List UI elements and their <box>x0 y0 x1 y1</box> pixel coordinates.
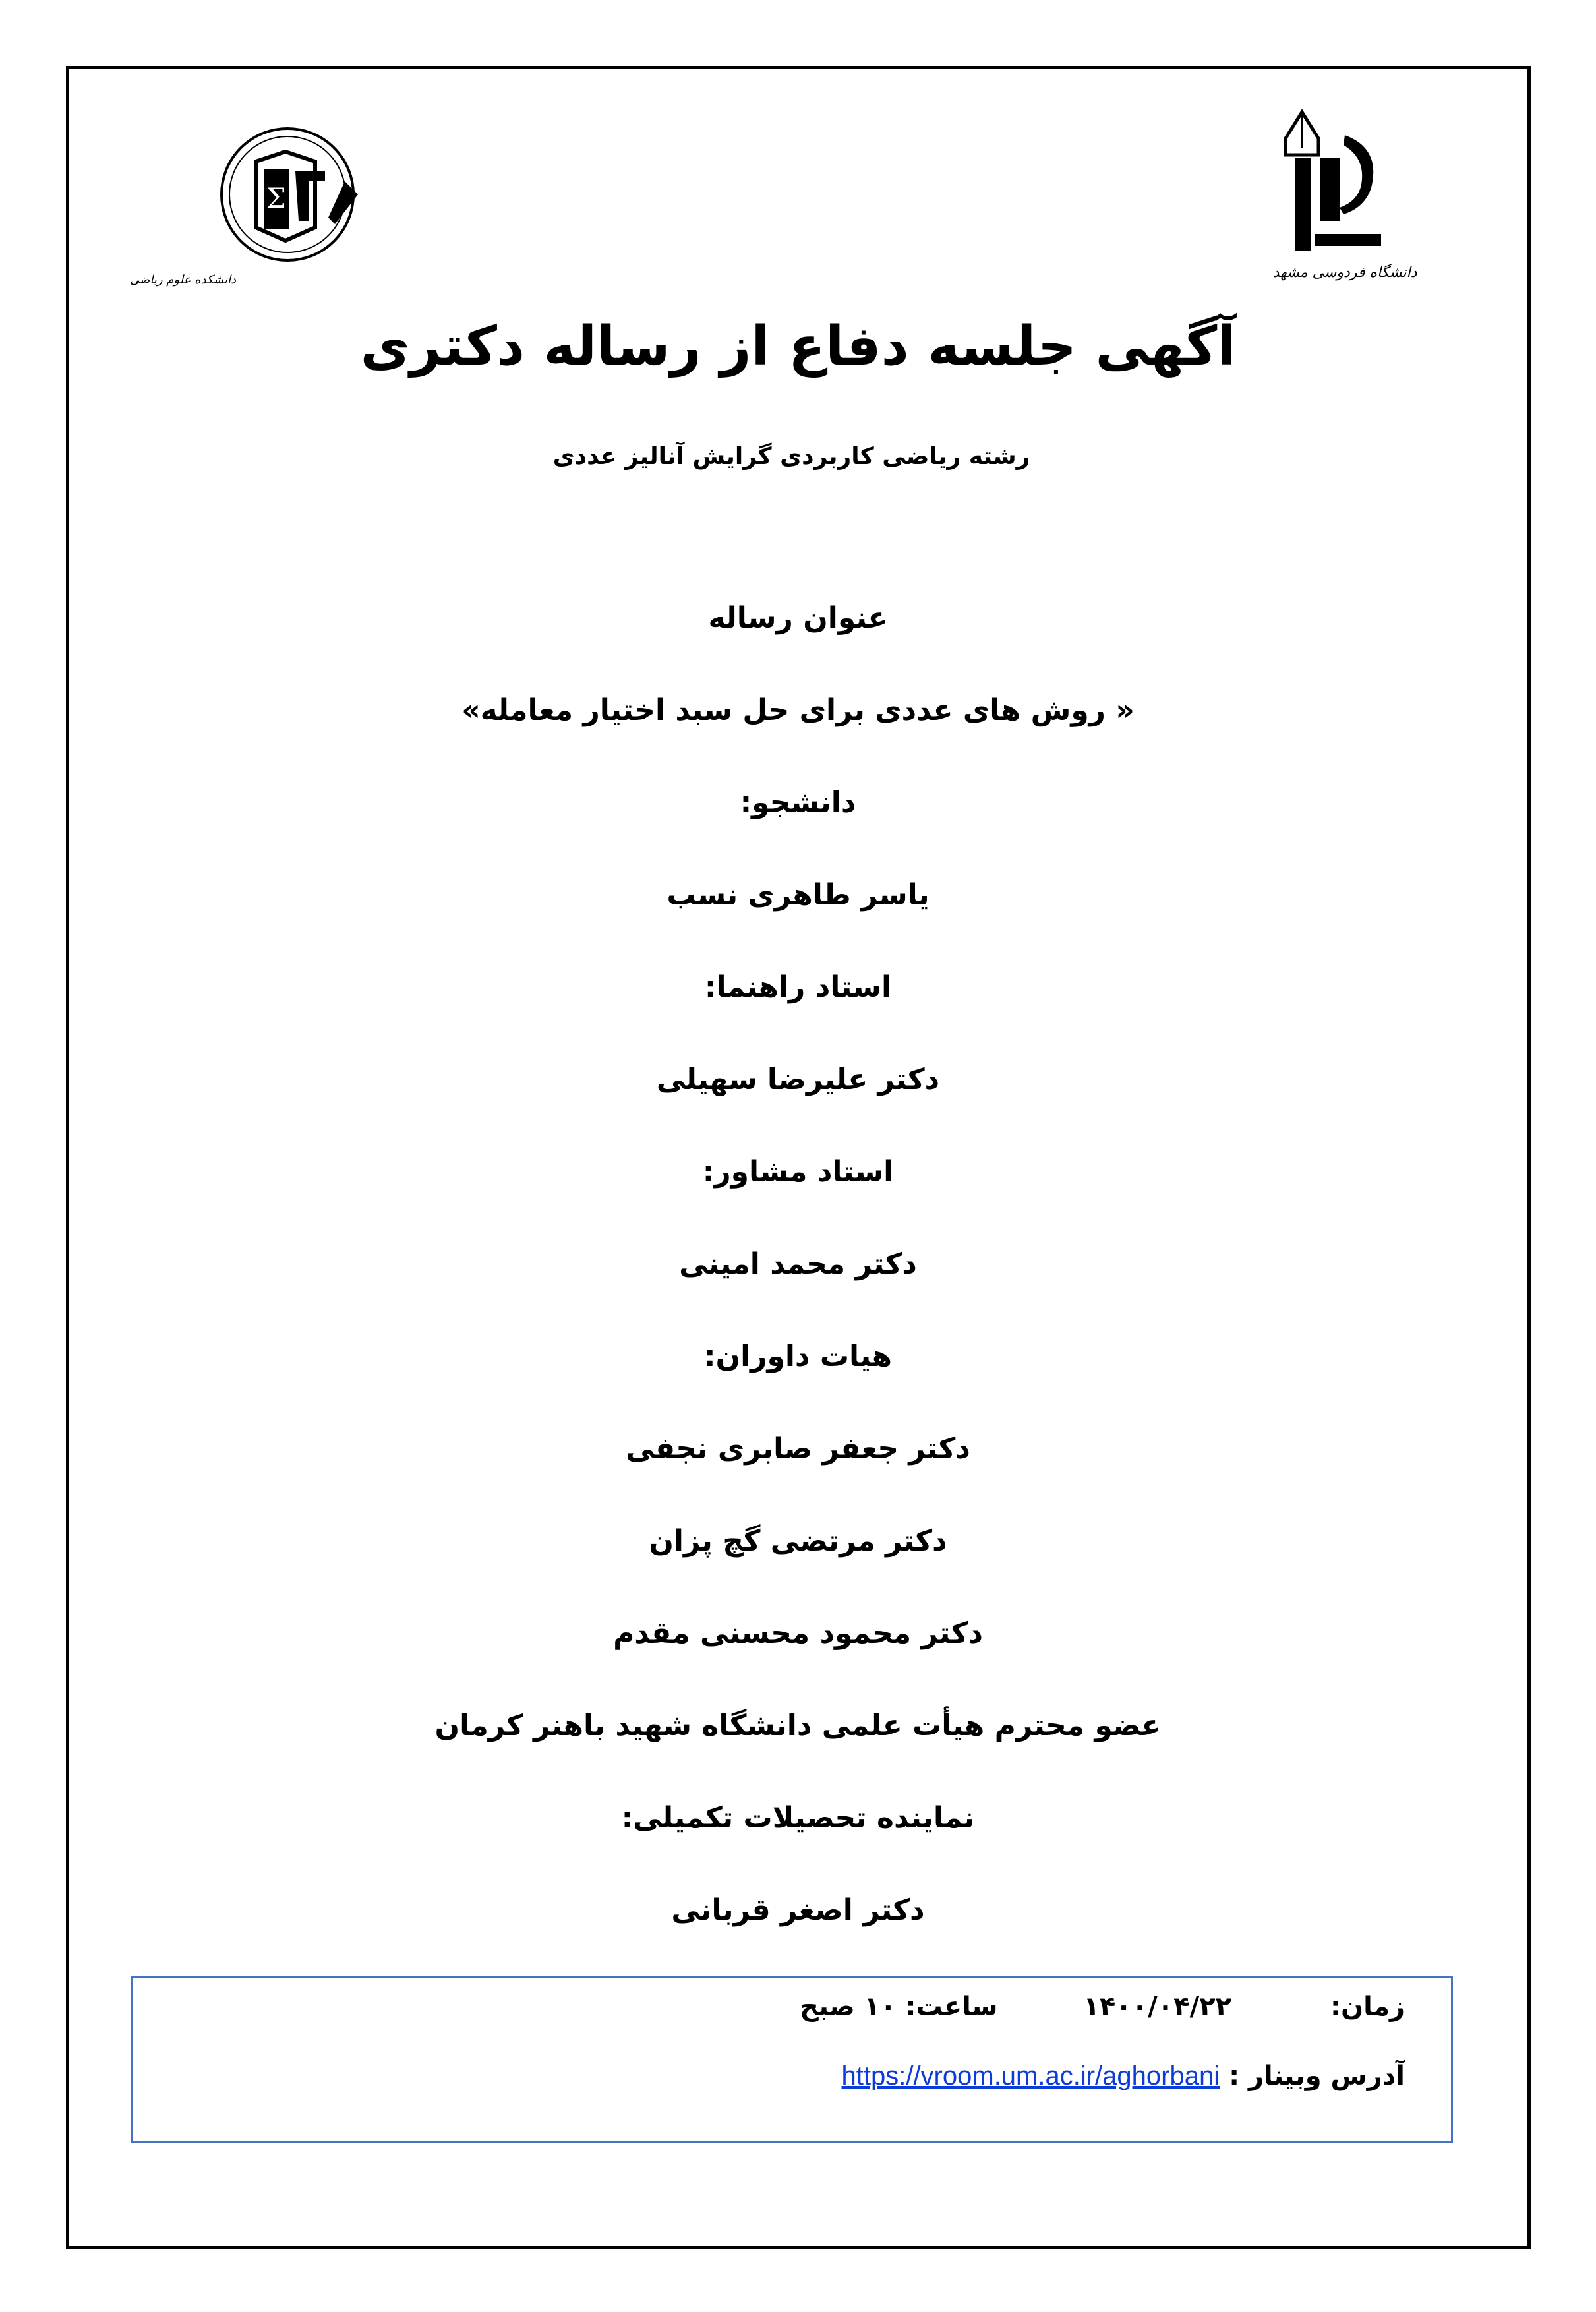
hour-value: ساعت: ۱۰ صبح <box>800 1992 998 2022</box>
advisor-label: استاد مشاور: <box>702 1155 894 1189</box>
student-label: دانشجو: <box>740 786 856 819</box>
grad-rep-label: نماینده تحصیلات تکمیلی: <box>621 1801 975 1835</box>
info-box <box>131 1976 1453 2143</box>
time-label: زمان: <box>1330 1992 1405 2022</box>
thesis-title: « روش های عددی برای حل سبد اختیار معامله» <box>461 694 1135 727</box>
committee-member: عضو محترم هیأت علمی دانشگاه شهید باهنر کرمان <box>434 1709 1162 1742</box>
committee-member: دکتر جعفر صابری نجفی <box>626 1432 970 1466</box>
svg-text:دانشکده علوم ریاضی: دانشکده علوم ریاضی <box>130 273 236 287</box>
supervisor-name: دکتر علیرضا سهیلی <box>656 1063 940 1096</box>
committee-member: دکتر مرتضی گچ پزان <box>649 1524 947 1558</box>
committee-label: هیات داوران: <box>703 1340 893 1373</box>
webinar-link[interactable]: https://vroom.um.ac.ir/aghorbani <box>841 2061 1220 2090</box>
date-value: ۱۴۰۰/۰۴/۲۲ <box>1083 1992 1232 2022</box>
grad-rep-name: دکتر اصغر قربانی <box>671 1893 925 1927</box>
committee-member: دکتر محمود محسنی مقدم <box>613 1616 983 1650</box>
page-title: آگهی جلسه دفاع از رساله دکتری <box>360 315 1236 378</box>
webinar-label: آدرس وبینار : <box>1229 2061 1405 2091</box>
svg-text:دانشگاه فردوسی مشهد: دانشگاه فردوسی مشهد <box>1272 264 1417 281</box>
time-row <box>800 1992 1405 2022</box>
supervisor-label: استاد راهنما: <box>704 970 892 1004</box>
svg-text:Σ: Σ <box>266 182 286 214</box>
advisor-name: دکتر محمد امینی <box>679 1247 917 1281</box>
page-subtitle: رشته ریاضی کاربردی گرایش آنالیز عددی <box>552 443 1030 470</box>
faculty-logo <box>130 115 374 293</box>
thesis-title-label: عنوان رساله <box>708 601 888 635</box>
university-logo <box>1266 109 1417 287</box>
student-name: یاسر طاهری نسب <box>666 878 930 912</box>
webinar-row <box>842 2061 1405 2091</box>
